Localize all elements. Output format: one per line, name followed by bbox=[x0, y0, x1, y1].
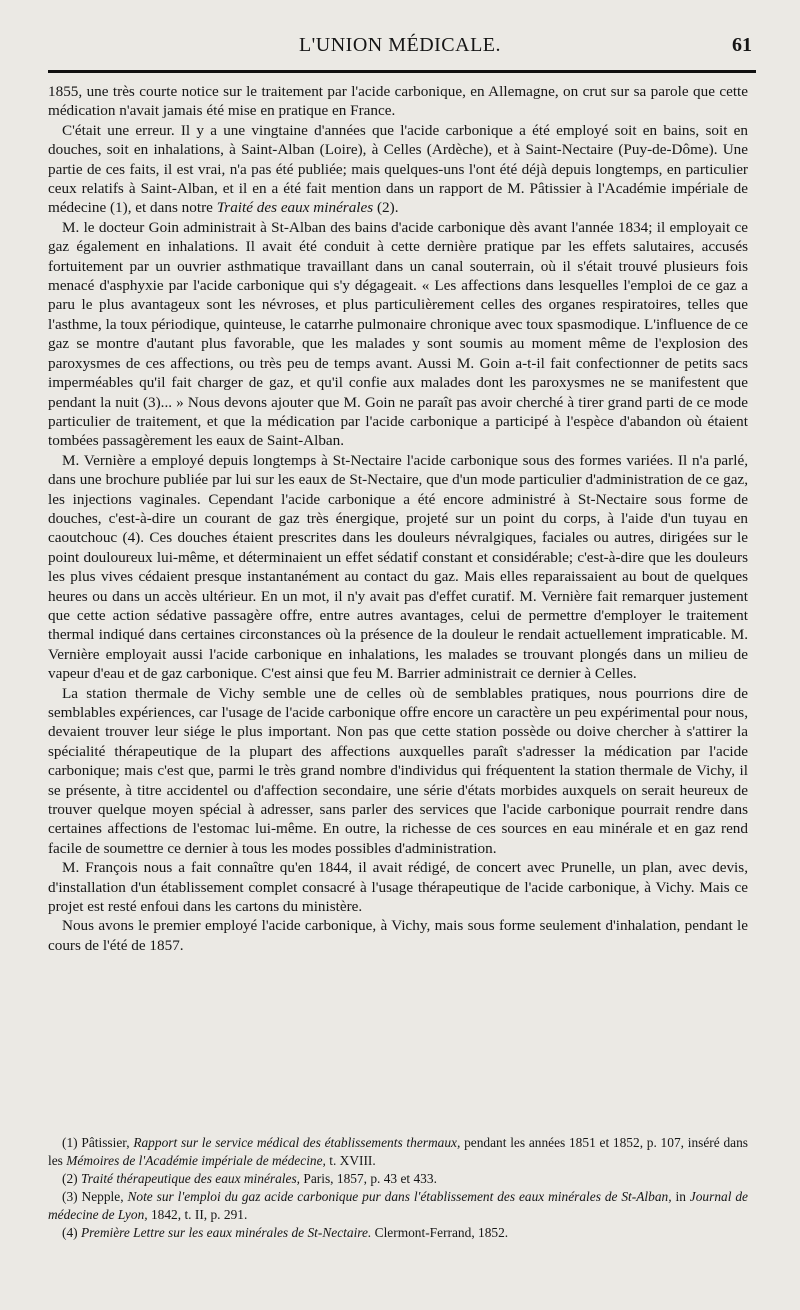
footnote-title: Mémoires de l'Académie impériale de médecine, bbox=[66, 1153, 326, 1168]
footnote bbox=[48, 1134, 748, 1170]
footnote-mark: (4) bbox=[62, 1225, 78, 1240]
paragraph bbox=[48, 218, 748, 451]
paragraph-text: La station thermale de Vichy semble une de celles où de semblables pratiques, nous pourrions dire de semblables expériences, car l'usage de l'acide carbonique offre encore un caractère un peu expérimental pour nous, devaient trouver leur siége le plus important. Non pas que cette station possède ou doive chercher à s'attirer la spécialité thérapeutique de la plupart des affections auxquelles paraît s'adresser la médication par l'acide carbonique; mais c'est que, parmi le très grand nombre d'individus qui fréquentent la station thermale de Vichy, il se présente, à titre accidentel ou d'affection secondaire, une série d'états morbides auxquels on serait heureux de trouver quelque moyen spécial à adresser, sans parler des services que l'acide carbonique pourrait rendre dans certaines affections de l'estomac lui-même. En outre, la richesse de ces sources en eau minérale et en gaz rend facile de soumettre ce dernier à tous les modes possibles d'administration. bbox=[48, 684, 748, 857]
footnote-text: Clermont-Ferrand, 1852. bbox=[371, 1225, 509, 1240]
paragraph bbox=[48, 121, 748, 218]
footnote bbox=[48, 1170, 748, 1188]
paragraph bbox=[48, 858, 748, 916]
footnote bbox=[48, 1224, 748, 1242]
paragraph-text: (2). bbox=[373, 199, 399, 217]
book-title: Traité des eaux minérales bbox=[216, 199, 374, 217]
page-header bbox=[48, 28, 752, 68]
paragraph bbox=[48, 82, 748, 121]
footnote-text: Nepple, bbox=[81, 1189, 128, 1204]
footnote-mark: (2) bbox=[62, 1171, 78, 1186]
footnote-title: Note sur l'emploi du gaz acide carbonique pur dans l'établissement des eaux minérales de St-Alban, bbox=[127, 1189, 672, 1204]
footnote-text: Pâtissier, bbox=[81, 1135, 134, 1150]
article-body bbox=[48, 82, 748, 955]
footnote bbox=[48, 1188, 748, 1224]
footnotes bbox=[48, 1134, 748, 1242]
footnote-title: Première Lettre sur les eaux minérales de St-Nectaire. bbox=[80, 1225, 372, 1240]
footnote-text: t. XVIII. bbox=[325, 1153, 376, 1168]
paragraph bbox=[48, 451, 748, 684]
paragraph bbox=[48, 916, 748, 955]
header-rule bbox=[48, 70, 756, 73]
running-title: L'UNION MÉDICALE. bbox=[298, 34, 502, 56]
footnote-title: Journal de médecine de Lyon, bbox=[48, 1189, 748, 1222]
paragraph-text: M. François nous a fait connaître qu'en 1844, il avait rédigé, de concert avec Prunelle, un plan, avec devis, d'installation d'un établissement complet consacré à l'usage thérapeutique de l'acide carbonique, à Vichy. Mais ce projet est resté enfoui dans les cartons du ministère. bbox=[48, 859, 748, 916]
page-number: 61 bbox=[732, 34, 752, 56]
paragraph-text: C'était une erreur. Il y a une vingtaine d'années que l'acide carbonique a été employé soit en bains, soit en douches, soit en inhalations, à Saint-Alban (Loire), à Celles (Ardèche), et à Saint-Nectaire (Puy-de-Dôme). Une partie de ces faits, il est vrai, n'a pas été publiée; mais quelques-uns l'ont été déjà depuis longtemps, en particulier ceux relatifs à Saint-Alban, et il en a été fait mention dans un rapport de M. Pâtissier à l'Académie impériale de médecine (1), et dans notre bbox=[48, 121, 748, 217]
footnote-title: Rapport sur le service médical des établissements thermaux, bbox=[133, 1135, 461, 1150]
paragraph-text: 1855, une très courte notice sur le traitement par l'acide carbonique, en Allemagne, on crut sur sa parole que cette médication n'avait jamais été mise en pratique en France. bbox=[48, 83, 748, 120]
footnote-mark: (3) bbox=[62, 1189, 78, 1204]
footnote-mark: (1) bbox=[62, 1135, 78, 1150]
footnote-title: Traité thérapeutique des eaux minérales, bbox=[80, 1171, 301, 1186]
footnote-text: in bbox=[671, 1189, 690, 1204]
footnote-text: pendant les années 1851 et 1852, p. 107, inséré dans les bbox=[48, 1135, 748, 1168]
paragraph bbox=[48, 684, 748, 859]
paragraph-text: M. Vernière a employé depuis longtemps à St-Nectaire l'acide carbonique sous des formes variées. Il n'a parlé, dans une brochure publiée par lui sur les eaux de St-Nectaire, que d'un mode particulier d'administration de ce gaz, les injections vaginales. Cependant l'acide carbonique a été encore administré à St-Nectaire sous forme de douches, c'est-à-dire un courant de gaz très énergique, projeté sur un point du corps, à l'aide d'un tuyau en caoutchouc (4). Ces douches étaient prescrites dans les douleurs névralgiques, faciales ou autres, dirigées sur le point douloureux lui-même, et déterminaient un effet sédatif constant et considérable; c'est-à-dire que les douleurs les plus vives cédaient presque instantanément au contact du gaz. Mais elles reparaissaient au bout de quelques heures ou dans un accès ultérieur. En un mot, il n'y avait pas d'effet curatif. M. Vernière fait remarquer justement que cette action sédative passagère offre, entre autres avantages, celui de permettre d'employer le traitement thermal indiqué dans certaines circonstances où la présence de la douleur le rendait actuellement impraticable. M. Vernière employait aussi l'acide carbonique en inhalations, les malades se trouvant plongés dans un milieu de vapeur d'eau et de gaz carbonique. C'est ainsi que feu M. Barrier administrait ce dernier à Celles. bbox=[48, 451, 748, 683]
footnote-text: Paris, 1857, p. 43 et 433. bbox=[300, 1171, 437, 1186]
paragraph-text: Nous avons le premier employé l'acide carbonique, à Vichy, mais sous forme seulement d'inhalation, pendant le cours de l'été de 1857. bbox=[48, 917, 748, 954]
footnote-text: 1842, t. II, p. 291. bbox=[147, 1207, 248, 1222]
paragraph-text: M. le docteur Goin administrait à St-Alban des bains d'acide carbonique dès avant l'année 1834; il employait ce gaz également en inhalations. Il avait été conduit à cette dernière pratique par les effets salutaires, accusés fortuitement par un ouvrier asthmatique travaillant dans un canal souterrain, où il s'était trouvé plusieurs fois menacé d'asphyxie par l'acide carbonique qui s'y dégageait. « Les affections dans lesquelles l'emploi de ce gaz a paru le plus avantageux sont les névroses, et plus particulièrement celles des organes respiratoires, telles que l'asthme, la toux périodique, quinteuse, le catarrhe pulmonaire chronique avec toux spasmodique. L'influence de ce gaz se montre d'autant plus favorable, que les malades y sont soumis au moment même de l'explosion des paroxysmes de ces affections, ou très peu de temps avant. Aussi M. Goin a-t-il fait confectionner de petits sacs imperméables qu'il fait charger de gaz, et qu'il confie aux malades dont les paroxysmes ne se manifestent que pendant la nuit (3)... » Nous devons ajouter que M. Goin ne paraît pas avoir cherché à tirer grand parti de ce mode particulier de traitement, et que la médication par l'acide carbonique a participé à l'espèce d'abandon où étaient tombées passagèrement les eaux de Saint-Alban. bbox=[48, 218, 748, 450]
